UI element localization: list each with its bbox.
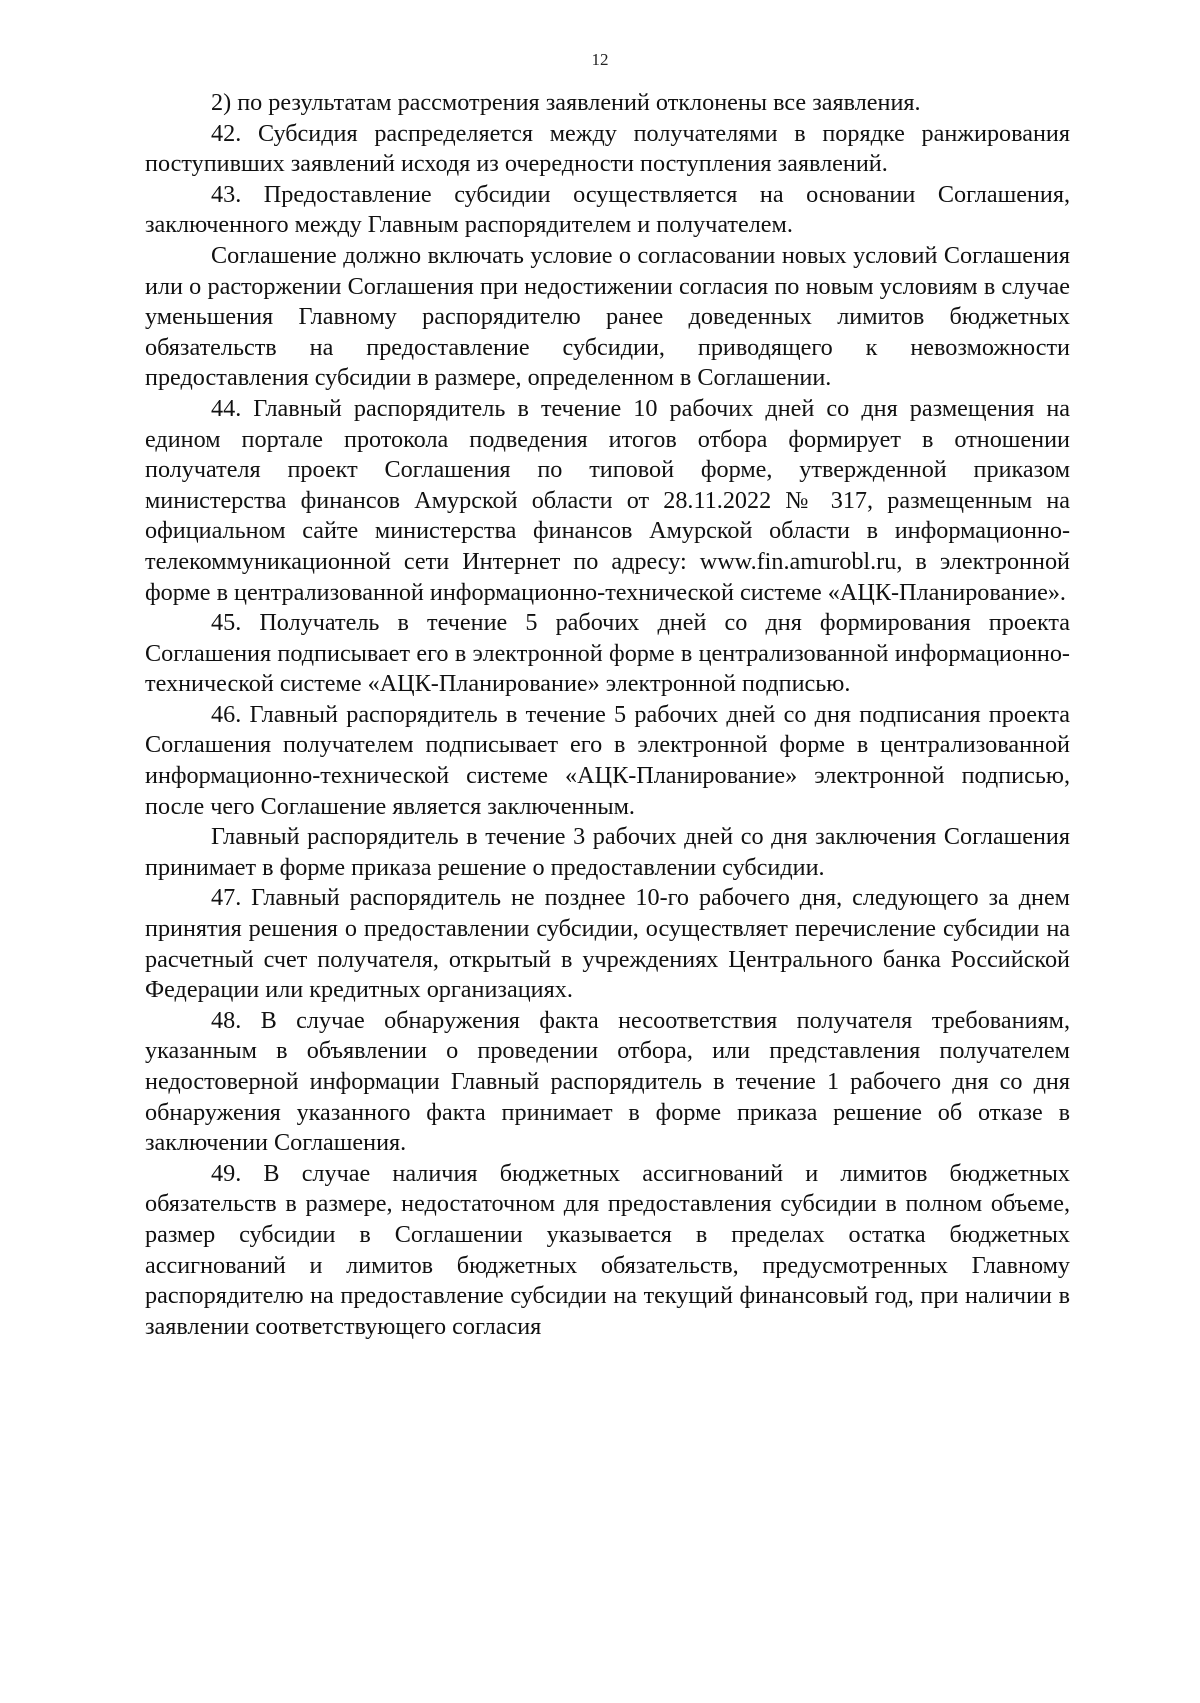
paragraph-47: 47. Главный распорядитель не позднее 10-го рабочего дня, следующего за днем принятия решения о предоставлении субсидии, осуществляет перечисление субсидии на расчетный счет получателя, открытый в учреждениях Центрального банка Российской Федерации или кредитных организациях. [145, 884, 1070, 1004]
paragraph-48: 48. В случае обнаружения факта несоответствия получателя требованиям, указанным в объявлении о проведении отбора, или представления получателем недостоверной информации Главный распорядитель в течение 1 рабочего дня со дня обнаружения указанного факта принимает в форме приказа решение об отказе в заключении Соглашения. [145, 1006, 1070, 1157]
paragraph-44: 44. Главный распорядитель в течение 10 рабочих дней со дня размещения на едином портале протокола подведения итогов отбора формирует в отношении получателя проект Соглашения по типовой форме, утвержденной приказом министерства финансов Амурской области от 28.11.2022 № 317, размещенным на официальном сайте министерства финансов Амурской области в информационно-телекоммуникационной сети Интернет по адресу: www.fin.amurobl.ru, в электронной форме в централизованной информационно-технической системе «АЦК-Планирование». [145, 394, 1070, 606]
paragraph-49: 49. В случае наличия бюджетных ассигнований и лимитов бюджетных обязательств в размере, недостаточном для предоставления субсидии в полном объеме, размер субсидии в Соглашении указывается в пределах остатка бюджетных ассигнований и лимитов бюджетных обязательств, предусмотренных Главному распорядителю на предоставление субсидии на текущий финансовый год, при наличии в заявлении соответствующего согласия [145, 1159, 1070, 1340]
paragraph-43: 43. Предоставление субсидии осуществляется на основании Соглашения, заключенного между Главным распорядителем и получателем. [145, 180, 1070, 239]
document-body [145, 88, 1070, 1342]
paragraph-item-2: 2) по результатам рассмотрения заявлений отклонены все заявления. [211, 89, 921, 116]
paragraph-45: 45. Получатель в течение 5 рабочих дней со дня формирования проекта Соглашения подписывает его в электронной форме в централизованной информационно-технической системе «АЦК-Планирование» электронной подписью. [145, 609, 1070, 698]
paragraph-46: 46. Главный распорядитель в течение 5 рабочих дней со дня подписания проекта Соглашения получателем подписывает его в электронной форме в централизованной информационно-технической системе «АЦК-Планирование» электронной подписью, после чего Соглашение является заключенным. [145, 700, 1070, 820]
paragraph-43-agreement-condition: Соглашение должно включать условие о согласовании новых условий Соглашения или о расторжении Соглашения при недостижении согласия по новым условиям в случае уменьшения Главному распорядителю ранее доведенных лимитов бюджетных обязательств на предоставление субсидии, приводящего к невозможности предоставления субсидии в размере, определенном в Соглашении. [145, 241, 1070, 392]
paragraph-42: 42. Субсидия распределяется между получателями в порядке ранжирования поступивших заявлений исходя из очередности поступления заявлений. [145, 119, 1070, 178]
paragraph-46-decision: Главный распорядитель в течение 3 рабочих дней со дня заключения Соглашения принимает в форме приказа решение о предоставлении субсидии. [145, 823, 1070, 881]
page-number: 12 [591, 50, 609, 69]
